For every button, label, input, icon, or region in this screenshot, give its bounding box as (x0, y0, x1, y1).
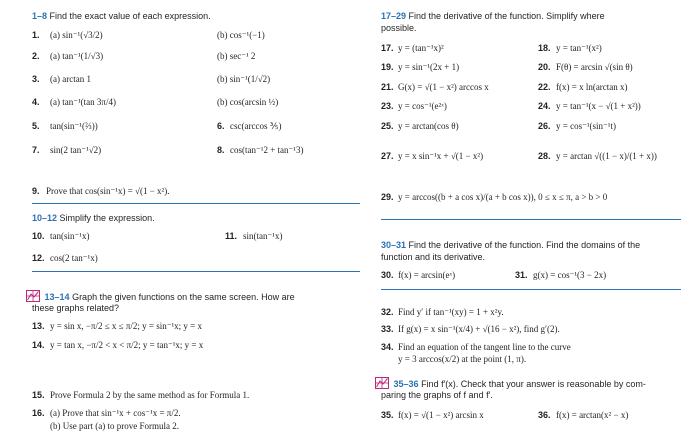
exercise-number: 3. (32, 74, 40, 84)
section-instructions: Find the exact value of each expression. (49, 11, 211, 21)
section-instructions-continued: paring the graphs of f and f′. (381, 390, 493, 400)
section-instructions-continued: these graphs related? (32, 303, 120, 313)
exercise-number: 21. (381, 82, 394, 92)
exercise-text: Prove Formula 2 by the same method as for Formula 1. (50, 390, 250, 400)
exercise-part-a: sin(2 tan⁻¹√2) (50, 145, 102, 155)
section-range: 13–14 (44, 292, 70, 302)
exercise-number: 11. (225, 231, 238, 241)
graphing-calculator-icon (375, 377, 389, 389)
exercise-part-b: (b) cos⁻¹(−1) (217, 30, 265, 40)
exercise-part-a: (a) arctan 1 (50, 74, 91, 84)
exercise-number: 23. (381, 101, 394, 111)
exercise-number: 19. (381, 62, 394, 72)
section-divider (32, 271, 360, 272)
exercise-part-a: (a) tan⁻¹(tan 3π/4) (50, 97, 116, 107)
exercise-part-a: (a) sin⁻¹(√3/2) (50, 30, 103, 40)
exercise-number: 9. (32, 186, 40, 196)
exercise-function: y = x sin⁻¹x + √(1 − x²) (398, 151, 484, 161)
exercise-number: 10. (32, 231, 45, 241)
exercise-number: 16. (32, 408, 45, 418)
exercise-text: Prove that cos(sin⁻¹x) = √(1 − x²). (46, 186, 170, 196)
exercise-function: y = arctan(cos θ) (398, 121, 459, 131)
exercise-part-a: tan(sin⁻¹(⅔)) (50, 121, 98, 131)
exercise-number: 25. (381, 121, 394, 131)
exercise-text: y = sin x, −π/2 ≤ x ≤ π/2; y = sin⁻¹x; y = x (50, 321, 202, 331)
section-instructions: Simplify the expression. (59, 213, 155, 223)
exercise-function: y = tan⁻¹(x²) (556, 43, 602, 53)
exercise-number: 28. (538, 151, 551, 161)
exercise-number: 13. (32, 321, 45, 331)
exercise-number: 31. (515, 270, 528, 280)
exercise-function: y = tan⁻¹(x − √(1 + x²)) (556, 101, 641, 111)
exercise-part-b: cos(tan⁻¹2 + tan⁻¹3) (230, 145, 304, 155)
section-instructions-continued: function and its derivative. (381, 252, 486, 262)
exercise-function: y = cos⁻¹(sin⁻¹t) (556, 121, 616, 131)
exercise-number: 15. (32, 390, 45, 400)
section-instructions: Find the derivative of the function. Simplify where (408, 11, 605, 21)
section-divider (32, 203, 360, 204)
section-17-29-heading-line2 (381, 22, 417, 34)
exercise-number: 18. (538, 43, 551, 53)
exercise-number: 30. (381, 270, 394, 280)
exercise-number: 36. (538, 410, 551, 420)
section-1-8-heading (32, 10, 211, 22)
section-range: 10–12 (32, 213, 58, 223)
section-range: 35–36 (393, 379, 419, 389)
exercise-text: sin(tan⁻¹x) (243, 231, 283, 241)
exercise-number: 32. (381, 307, 394, 317)
exercise-number: 27. (381, 151, 394, 161)
exercise-number: 4. (32, 97, 40, 107)
exercise-function: f(x) = arcsin(eˣ) (398, 270, 456, 280)
exercise-function: y = cos⁻¹(e²ˣ) (398, 101, 447, 111)
exercise-number: 5. (32, 121, 40, 131)
exercise-number: 1. (32, 30, 40, 40)
exercise-number: 22. (538, 82, 551, 92)
exercise-text: tan(sin⁻¹x) (50, 231, 90, 241)
exercise-text: Find y′ if tan⁻¹(xy) = 1 + x²y. (398, 307, 504, 317)
graphing-calculator-icon (26, 290, 40, 302)
exercise-function: F(θ) = arcsin √(sin θ) (556, 62, 633, 72)
exercise-number: 26. (538, 121, 551, 131)
exercise-text: Find an equation of the tangent line to the curve (398, 342, 571, 352)
exercise-number: 2. (32, 51, 40, 61)
exercise-part-b: (b) cos(arcsin ½) (217, 97, 279, 107)
exercise-number: 14. (32, 340, 45, 350)
exercise-function: G(x) = √(1 − x²) arccos x (398, 82, 489, 92)
exercise-number: 29. (381, 192, 394, 202)
exercise-part-a: (a) tan⁻¹(1/√3) (50, 51, 104, 61)
exercise-function: f(x) = x ln(arctan x) (556, 82, 628, 92)
exercise-function: f(x) = √(1 − x²) arcsin x (398, 410, 484, 420)
exercise-part-b: (b) sin⁻¹(1/√2) (217, 74, 271, 84)
exercise-number: 24. (538, 101, 551, 111)
section-35-36-heading-line2 (381, 389, 493, 401)
exercise-text: If g(x) = x sin⁻¹(x/4) + √(16 − x²), find g′(2). (398, 324, 560, 334)
exercise-part-b: csc(arccos ⅗) (230, 121, 282, 131)
section-instructions: Find the derivative of the function. Find the domains of the (408, 240, 641, 250)
exercise-number: 7. (32, 145, 40, 155)
section-30-31-heading (381, 239, 640, 251)
section-instructions: Find f′(x). Check that your answer is reasonable by com- (421, 379, 646, 389)
section-range: 17–29 (381, 11, 407, 21)
section-instructions: Graph the given functions on the same screen. How are (72, 292, 295, 302)
exercise-function: y = (tan⁻¹x)² (398, 43, 444, 53)
exercise-function: y = sin⁻¹(2x + 1) (398, 62, 460, 72)
section-divider (381, 289, 681, 290)
exercise-number: 20. (538, 62, 551, 72)
exercise-number: 17. (381, 43, 394, 53)
exercise-number: 8. (217, 145, 225, 155)
exercise-number: 34. (381, 342, 394, 352)
exercise-number: 33. (381, 324, 394, 334)
section-10-12-heading (32, 212, 155, 224)
section-17-29-heading (381, 10, 605, 22)
exercise-part-b: (b) Use part (a) to prove Formula 2. (50, 421, 179, 431)
exercise-number: 12. (32, 253, 45, 263)
exercise-text: cos(2 tan⁻¹x) (50, 253, 98, 263)
section-range: 1–8 (32, 11, 48, 21)
exercise-function: f(x) = arctan(x² − x) (556, 410, 629, 420)
exercise-number: 35. (381, 410, 394, 420)
section-instructions-continued: possible. (381, 23, 417, 33)
exercise-part-b: (b) sec⁻¹ 2 (217, 51, 256, 61)
section-30-31-heading-line2 (381, 251, 485, 263)
exercise-text: y = tan x, −π/2 < x < π/2; y = tan⁻¹x; y = x (50, 340, 204, 350)
exercise-part-a: (a) Prove that sin⁻¹x + cos⁻¹x = π/2. (50, 408, 181, 418)
exercise-text-continued: y = 3 arccos(x/2) at the point (1, π). (398, 354, 527, 364)
exercise-number: 6. (217, 121, 225, 131)
section-divider (381, 219, 681, 220)
exercise-function: g(x) = cos⁻¹(3 − 2x) (533, 270, 607, 280)
section-range: 30–31 (381, 240, 407, 250)
exercise-function: y = arctan √((1 − x)/(1 + x)) (556, 151, 657, 161)
section-13-14-heading-line2 (32, 302, 119, 314)
exercise-function: y = arccos((b + a cos x)/(a + b cos x)), 0 ≤ x ≤ π, a > b > 0 (398, 192, 608, 202)
